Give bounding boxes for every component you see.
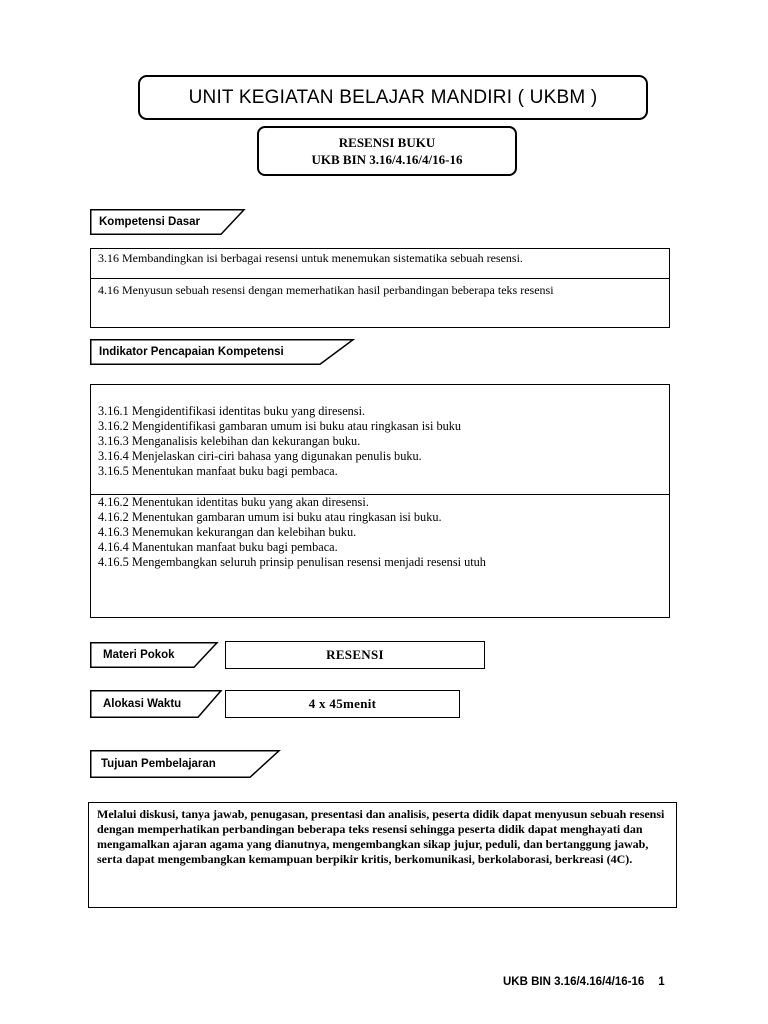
indikator-item: 4.16.5 Mengembangkan seluruh prinsip penulisan resensi menjadi resensi utuh: [98, 555, 486, 569]
indikator-list-4: [98, 495, 662, 570]
indikator-list-3: [98, 404, 662, 479]
kompetensi-dasar-label: Kompetensi Dasar: [99, 216, 200, 228]
tujuan-box: [88, 802, 677, 908]
tujuan-text: Melalui diskusi, tanya jawab, penugasan, presentasi dan analisis, peserta didik dapat menyusun sebuah resensi dengan memperhatikan perbandingan beberapa teks resensi sehingga peserta didik dapat menghayati dan mengamalkan ajaran agama yang dianutnya, mengembangkan sikap jujur, peduli, dan bertanggung jawab, serta dapat mengembangkan kemampuan berpikir kritis, berkomunikasi, berkolaborasi, berkreasi (4C).: [97, 807, 665, 866]
indikator-item: 3.16.2 Mengidentifikasi gambaran umum isi buku atau ringkasan isi buku: [98, 419, 462, 433]
tujuan-label: Tujuan Pembelajaran: [101, 758, 216, 770]
materi-pokok-tab: [90, 642, 218, 668]
kompetensi-dasar-tab: [90, 209, 245, 235]
indikator-item: 3.16.3 Menganalisis kelebihan dan kekurangan buku.: [98, 434, 361, 448]
kompetensi-dasar-item: 3.16 Membandingkan isi berbagai resensi untuk menemukan sistematika sebuah resensi.: [98, 251, 523, 265]
indikator-label: Indikator Pencapaian Kompetensi: [99, 346, 284, 358]
kompetensi-dasar-box: [90, 248, 670, 328]
indikator-item: 3.16.4 Menjelaskan ciri-ciri bahasa yang digunakan penulis buku.: [98, 449, 422, 463]
subtitle-line-1: RESENSI BUKU: [338, 135, 436, 150]
kompetensi-dasar-item: 4.16 Menyusun sebuah resensi dengan memerhatikan hasil perbandingan beberapa teks resensi: [98, 283, 554, 297]
indikator-item: 4.16.2 Menentukan identitas buku yang akan diresensi.: [98, 495, 369, 509]
indikator-item: 3.16.5 Menentukan manfaat buku bagi pembaca.: [98, 464, 338, 478]
document-title: UNIT KEGIATAN BELAJAR MANDIRI ( UKBM ): [138, 75, 648, 120]
materi-pokok-value: RESENSI: [225, 641, 485, 669]
alokasi-waktu-value: 4 x 45menit: [225, 690, 460, 718]
indikator-item: 3.16.1 Mengidentifikasi identitas buku yang diresensi.: [98, 404, 366, 418]
divider: [91, 278, 669, 279]
alokasi-waktu-tab: [90, 690, 222, 716]
indikator-item: 4.16.2 Menentukan gambaran umum isi buku atau ringkasan isi buku.: [98, 510, 442, 524]
indikator-item: 4.16.4 Manentukan manfaat buku bagi pembaca.: [98, 540, 338, 554]
footer-code: UKB BIN 3.16/4.16/4/16-16: [503, 976, 645, 988]
indikator-item: 4.16.3 Menemukan kekurangan dan kelebihan buku.: [98, 525, 357, 539]
tujuan-tab: [90, 750, 280, 776]
alokasi-waktu-label: Alokasi Waktu: [103, 698, 182, 710]
indikator-tab: [90, 339, 354, 365]
page-footer: [503, 973, 683, 991]
page-number: 1: [658, 976, 665, 988]
indikator-box: [90, 384, 670, 618]
materi-pokok-label: Materi Pokok: [103, 649, 175, 661]
subtitle-line-2: UKB BIN 3.16/4.16/4/16-16: [311, 152, 463, 167]
document-subtitle: [257, 126, 517, 176]
